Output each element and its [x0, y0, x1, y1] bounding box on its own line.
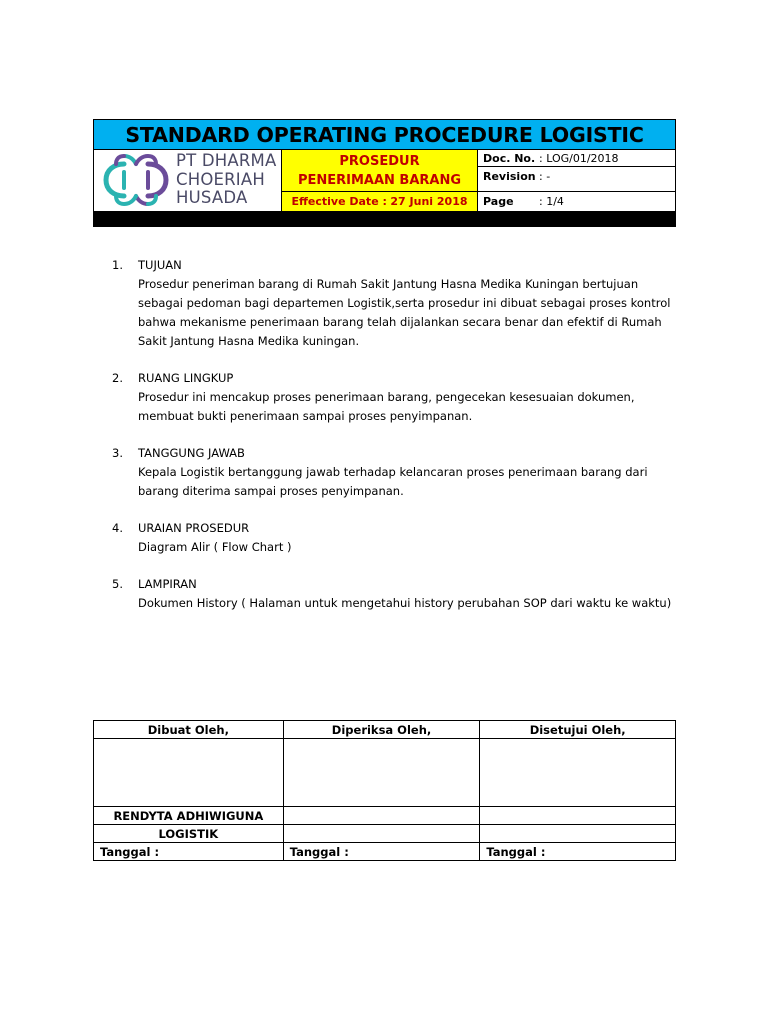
made-by-header: Dibuat Oleh, [94, 721, 284, 739]
revision-row: Revision : - [478, 167, 675, 192]
signer-role: LOGISTIK [94, 825, 284, 843]
section-tujuan: 1. TUJUAN Prosedur peneriman barang di Rumah Sakit Jantung Hasna Medika Kuningan bertujuan sebagai pedoman bagi departemen Logistik,serta prosedur ini dibuat sebagai proses kontrol bahwa mekanisme penerimaan barang telah dijalankan secara benar dan efektif di Rumah Sakit Jantung Hasna Medika kuningan. [112, 256, 692, 351]
date-label: Tanggal : [94, 843, 284, 861]
date-label: Tanggal : [283, 843, 480, 861]
approved-by-header: Disetujui Oleh, [480, 721, 676, 739]
effective-date: Effective Date : 27 Juni 2018 [282, 192, 478, 211]
sop-header [93, 119, 676, 227]
section-heading: LAMPIRAN [138, 577, 197, 591]
signature-box [480, 739, 676, 807]
section-heading: TUJUAN [138, 258, 182, 272]
company-name: PT DHARMA CHOERIAH HUSADA [176, 151, 277, 207]
signature-space-row [94, 739, 676, 807]
company-logo-icon [100, 150, 172, 210]
date-label: Tanggal : [480, 843, 676, 861]
sop-sections [112, 256, 692, 631]
signature-box [94, 739, 284, 807]
section-heading: RUANG LINGKUP [138, 371, 234, 385]
signer-role-row [94, 825, 676, 843]
signer-name: RENDYTA ADHIWIGUNA [94, 807, 284, 825]
signer-name-row [94, 807, 676, 825]
page-row: Page : 1/4 [483, 195, 564, 208]
section-uraian-prosedur: 4. URAIAN PROSEDUR Diagram Alir ( Flow Chart ) [112, 519, 692, 557]
signature-table [93, 720, 676, 861]
doc-number-row: Doc. No. : LOG/01/2018 [478, 150, 675, 167]
section-heading: URAIAN PROSEDUR [138, 521, 250, 535]
company-logo-cell [94, 150, 282, 211]
header-divider-bar [94, 211, 675, 227]
section-lampiran: 5. LAMPIRAN Dokumen History ( Halaman untuk mengetahui history perubahan SOP dari waktu ke waktu) [112, 575, 692, 613]
section-heading: TANGGUNG JAWAB [138, 446, 245, 460]
signature-header-row [94, 721, 676, 739]
procedure-name: PROSEDUR PENERIMAAN BARANG [282, 150, 478, 192]
checked-by-header: Diperiksa Oleh, [283, 721, 480, 739]
section-tanggung-jawab: 3. TANGGUNG JAWAB Kepala Logistik bertanggung jawab terhadap kelancaran proses penerimaan barang dari barang diterima sampai proses penyimpanan. [112, 444, 692, 501]
section-ruang-lingkup: 2. RUANG LINGKUP Prosedur ini mencakup proses penerimaan barang, pengecekan kesesuaian dokumen, membuat bukti penerimaan sampai proses penyimpanan. [112, 369, 692, 426]
date-row [94, 843, 676, 861]
document-title: STANDARD OPERATING PROCEDURE LOGISTIC [94, 120, 675, 150]
signature-box [283, 739, 480, 807]
